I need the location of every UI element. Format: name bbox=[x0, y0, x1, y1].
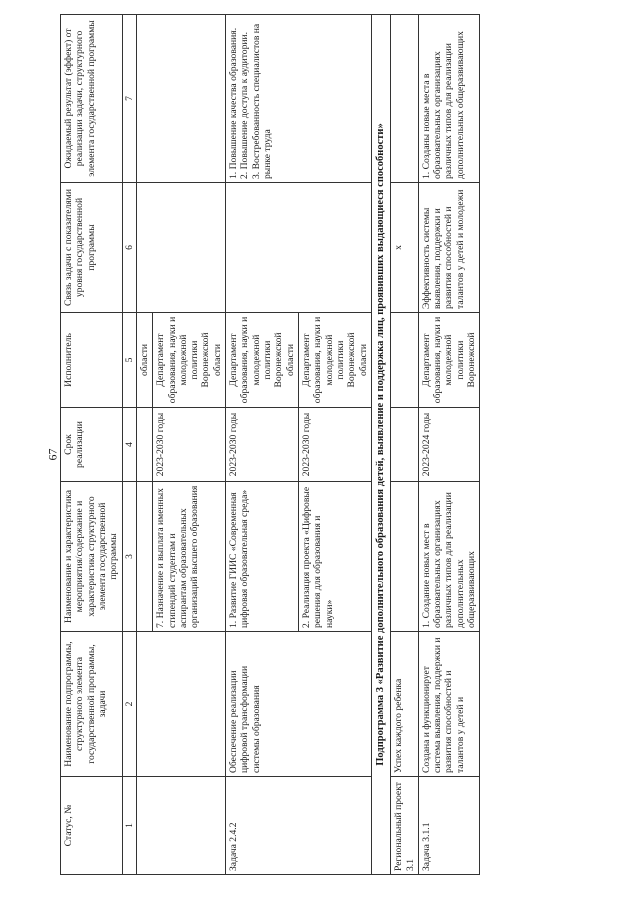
table-row bbox=[391, 15, 419, 875]
cell-activity: 7. Назначение и выплата именных стипендий студентам и аспирантам образовательных организаций высшего образования bbox=[153, 482, 226, 632]
cell-indicator-link: Эффективность системы выявления, поддержки и развития способностей и талантов у детей и молодежи bbox=[418, 183, 480, 313]
cell-executor: Департамент образования, науки и молодежной политики Воронежской bbox=[418, 313, 480, 408]
cell-empty bbox=[391, 15, 419, 183]
cell-activity: 1. Создание новых мест в образовательных организациях различных типов для реализации дополнительных общеразвивающих bbox=[418, 482, 480, 632]
cell-executor: Департамент образования, науки и молодежной политики Воронежской области bbox=[226, 313, 299, 408]
header-executor: Исполнитель bbox=[61, 313, 123, 408]
header-expected-result: Ожидаемый результат (эффект) от реализации задачи, структурного элемента государственной программы bbox=[61, 15, 123, 183]
cell-indicator-link: x bbox=[391, 183, 419, 313]
cell-period: 2023-2030 годы bbox=[298, 408, 371, 482]
program-table bbox=[60, 14, 480, 875]
cell-empty bbox=[136, 408, 152, 482]
cell-empty bbox=[226, 183, 372, 313]
header-subprogram-name: Наименование подпрограммы, структурного элемента государственной программы, задачи bbox=[61, 632, 123, 777]
cell-expected-result: 1. Созданы новые места в образовательных организациях различных типов для реализации дополнительных общеразвивающих bbox=[418, 15, 480, 183]
table-row bbox=[136, 15, 152, 875]
cell-status: Региональный проект 3.1 bbox=[391, 777, 419, 875]
cell-executor: Департамент образования, науки и молодежной политики Воронежской области bbox=[298, 313, 371, 408]
cell-period: 2023-2024 годы bbox=[418, 408, 480, 482]
rotated-page bbox=[60, 15, 590, 875]
column-number: 5 bbox=[122, 313, 136, 408]
header-status: Статус, № bbox=[61, 777, 123, 875]
header-indicator-link: Связь задачи с показателями уровня государственной программы bbox=[61, 183, 123, 313]
cell-period: 2023-2030 годы bbox=[153, 408, 226, 482]
cell-expected-result: 1. Повышение качества образования. 2. Повышение доступа к аудитории. 3. Востребованность специалистов на рынке труда bbox=[226, 15, 372, 183]
cell-empty bbox=[136, 777, 225, 875]
cell-empty bbox=[391, 313, 419, 408]
column-number: 3 bbox=[122, 482, 136, 632]
table-row bbox=[418, 15, 480, 875]
column-number-row bbox=[122, 15, 136, 875]
header-row bbox=[61, 15, 123, 875]
cell-activity: 2. Реализация проекта «Цифровые решения для образования и науки» bbox=[298, 482, 371, 632]
cell-status: Задача 2.4.2 bbox=[226, 777, 372, 875]
header-period: Срок реализации bbox=[61, 408, 123, 482]
column-number: 6 bbox=[122, 183, 136, 313]
cell-empty bbox=[391, 482, 419, 632]
cell-period: 2023-2030 годы bbox=[226, 408, 299, 482]
column-number: 1 bbox=[122, 777, 136, 875]
column-number: 7 bbox=[122, 15, 136, 183]
cell-executor: области bbox=[136, 313, 152, 408]
table-row bbox=[226, 15, 299, 875]
cell-activity: 1. Развитие ГИИС «Современная цифровая образовательная среда» bbox=[226, 482, 299, 632]
subprogram-row bbox=[371, 15, 390, 875]
cell-status: Задача 3.1.1 bbox=[418, 777, 480, 875]
column-number: 2 bbox=[122, 632, 136, 777]
cell-empty bbox=[136, 15, 225, 183]
column-number: 4 bbox=[122, 408, 136, 482]
cell-executor: Департамент образования, науки и молодежной политики Воронежской области bbox=[153, 313, 226, 408]
page-number: 67 bbox=[45, 448, 60, 461]
subprogram-title: Подпрограмма 3 «Развитие дополнительного образования детей, выявление и поддержка лиц, проявивших выдающиеся способности» bbox=[371, 15, 390, 875]
cell-empty bbox=[136, 482, 152, 632]
cell-project-name: Успех каждого ребенка bbox=[391, 632, 419, 777]
cell-empty bbox=[136, 183, 225, 313]
cell-empty bbox=[391, 408, 419, 482]
cell-task-name: Создана и функционирует система выявления, поддержки и развития способностей и талантов у детей и bbox=[418, 632, 480, 777]
cell-empty bbox=[136, 632, 225, 777]
cell-task-name: Обеспечение реализации цифровой трансформации системы образования bbox=[226, 632, 372, 777]
header-activity-name: Наименование и характеристика мероприятия/содержание и характеристика структурного элемента государственной программы bbox=[61, 482, 123, 632]
